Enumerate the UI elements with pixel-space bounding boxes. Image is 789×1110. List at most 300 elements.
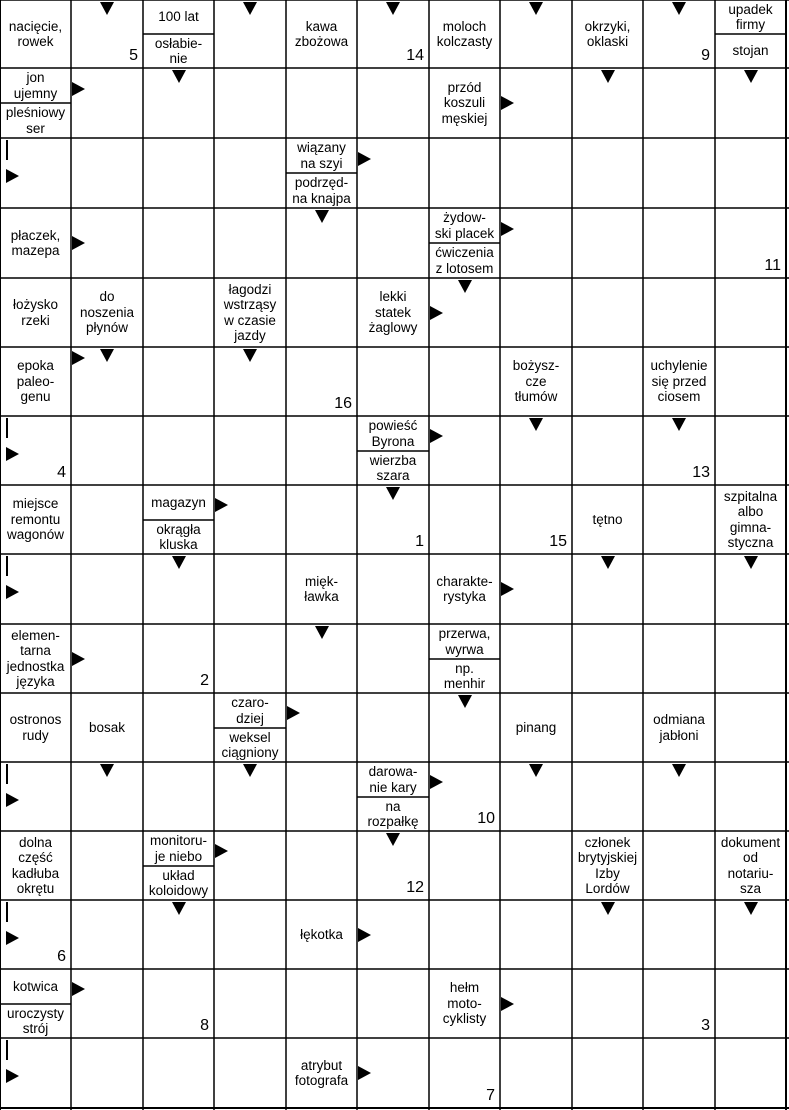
clue-text: nacięcie, (8, 18, 63, 34)
answer-cell[interactable] (71, 485, 143, 554)
answer-cell[interactable] (715, 969, 786, 1038)
cell-number: 14 (406, 47, 424, 64)
arrow-right-icon (430, 775, 443, 789)
arrow-down-icon (744, 70, 758, 83)
answer-cell[interactable] (143, 762, 214, 831)
clue-cell (214, 693, 286, 728)
clue-text: elemen- (11, 627, 60, 643)
cell-number: 12 (406, 879, 424, 896)
clue-text: jon (26, 70, 45, 85)
arrow-right-icon (6, 447, 19, 461)
clue-text: moto- (447, 995, 482, 1011)
clue-cell (143, 831, 214, 866)
corner-marker (6, 140, 8, 160)
answer-cell[interactable] (715, 762, 786, 831)
arrow-right-icon (430, 429, 443, 443)
answer-cell[interactable] (572, 693, 643, 762)
answer-cell[interactable] (71, 138, 143, 208)
clue-cell (357, 416, 429, 451)
clue-text: noszenia (79, 304, 135, 320)
arrow-down-icon (529, 418, 543, 431)
cell-number: 16 (334, 395, 352, 412)
answer-cell[interactable] (643, 624, 715, 693)
answer-cell[interactable] (357, 347, 429, 416)
clue-cell (357, 797, 429, 831)
clue-text: okrągła (156, 521, 201, 537)
clue-cell (715, 485, 786, 554)
clue-text: statek (374, 304, 412, 320)
answer-cell[interactable] (429, 138, 500, 208)
clue-text: ostronos (9, 712, 62, 727)
answer-cell[interactable] (214, 68, 286, 138)
clue-text: notariu- (727, 865, 774, 881)
clue-cell (286, 900, 357, 969)
clue-cell (0, 347, 71, 416)
answer-cell[interactable] (71, 969, 143, 1038)
arrow-down-icon (744, 902, 758, 915)
answer-cell[interactable] (572, 624, 643, 693)
clue-text: ćwiczenia (435, 245, 494, 260)
clue-cell (143, 485, 214, 520)
clue-text: menhir (443, 676, 486, 691)
clue-text: strój (22, 1021, 49, 1036)
cell-number: 3 (701, 1017, 710, 1034)
arrow-down-icon (243, 764, 257, 777)
clue-text: gimna- (729, 519, 772, 535)
arrow-right-icon (358, 152, 371, 166)
cell-number: 10 (477, 810, 495, 827)
clue-text: bosak (88, 719, 126, 735)
arrow-down-icon (672, 2, 686, 15)
clue-text: w czasie (224, 312, 276, 328)
clue-cell (429, 554, 500, 624)
clue-text: czaro- (231, 695, 269, 710)
answer-cell[interactable] (572, 416, 643, 485)
clue-cell (715, 0, 786, 34)
clue-text: rudy (22, 727, 49, 743)
clue-text: remontu (10, 511, 61, 527)
clue-cell (0, 1004, 71, 1038)
arrow-down-icon (458, 280, 472, 293)
clue-text: styczna (727, 535, 774, 550)
clue-text: Byrona (371, 433, 415, 449)
arrow-right-icon (501, 997, 514, 1011)
clue-cell (214, 278, 286, 347)
answer-cell[interactable] (286, 485, 357, 554)
answer-cell[interactable] (572, 208, 643, 278)
clue-cell (143, 520, 214, 554)
clue-text: tarna (20, 643, 51, 658)
clue-text: odmiana (653, 712, 705, 727)
clue-cell (429, 243, 500, 278)
answer-cell[interactable] (429, 485, 500, 554)
answer-cell[interactable] (143, 278, 214, 347)
clue-text: nie kary (369, 779, 417, 795)
clue-text: pinang (515, 719, 557, 735)
clue-text: koszuli (443, 95, 486, 111)
answer-cell[interactable] (214, 554, 286, 624)
arrow-right-icon (6, 793, 19, 807)
clue-text: firmy (735, 17, 766, 32)
answer-cell[interactable] (214, 1038, 286, 1108)
clue-text: Lordów (585, 881, 630, 896)
answer-cell[interactable] (429, 416, 500, 485)
answer-cell[interactable] (643, 208, 715, 278)
answer-cell[interactable] (572, 1038, 643, 1108)
clue-text: uroczysty (6, 1005, 64, 1021)
answer-cell[interactable] (643, 485, 715, 554)
clue-text: wyrwa (445, 641, 484, 657)
answer-cell[interactable] (643, 278, 715, 347)
arrow-right-icon (72, 82, 85, 96)
corner-marker (6, 418, 8, 438)
clue-text: szara (376, 468, 410, 483)
answer-cell[interactable] (643, 68, 715, 138)
arrow-right-icon (6, 585, 19, 599)
arrow-right-icon (501, 96, 514, 110)
answer-cell[interactable] (71, 831, 143, 900)
clue-text: kluska (159, 537, 198, 552)
clue-text: wiązany (297, 140, 346, 155)
corner-marker (6, 1040, 8, 1060)
clue-cell (286, 0, 357, 68)
answer-cell[interactable] (429, 900, 500, 969)
clue-text: kawa (305, 18, 338, 34)
clue-text: zbożowa (294, 34, 349, 49)
corner-marker (6, 764, 8, 784)
answer-cell[interactable] (643, 831, 715, 900)
clue-cell (429, 969, 500, 1038)
arrow-right-icon (215, 844, 228, 858)
clue-text: osłabie- (154, 35, 203, 51)
clue-text: łękotka (300, 926, 343, 942)
arrow-right-icon (6, 1069, 19, 1083)
arrow-down-icon (386, 833, 400, 846)
arrow-down-icon (172, 556, 186, 569)
clue-text: sza (739, 881, 761, 896)
arrow-down-icon (601, 902, 615, 915)
answer-cell[interactable] (286, 762, 357, 831)
arrow-down-icon (529, 2, 543, 15)
arrow-right-icon (72, 351, 85, 365)
clue-text: magazyn (151, 494, 206, 510)
cell-number: 8 (200, 1017, 209, 1034)
answer-cell[interactable] (643, 554, 715, 624)
answer-cell[interactable] (143, 208, 214, 278)
clue-text: weksel (229, 729, 271, 745)
answer-cell[interactable] (357, 554, 429, 624)
clue-text: lekki (379, 289, 407, 305)
answer-cell[interactable] (572, 969, 643, 1038)
clue-text: na (385, 798, 401, 814)
clue-text: np. (455, 660, 474, 676)
arrow-down-icon (243, 2, 257, 15)
clue-text: dokument (720, 834, 781, 850)
answer-cell[interactable] (715, 138, 786, 208)
answer-cell[interactable] (357, 969, 429, 1038)
arrow-down-icon (601, 70, 615, 83)
answer-cell[interactable] (429, 831, 500, 900)
answer-cell[interactable] (357, 138, 429, 208)
arrow-down-icon (386, 487, 400, 500)
clue-cell (0, 278, 71, 347)
arrow-down-icon (315, 210, 329, 223)
clue-text: cze (525, 373, 547, 389)
clue-text: koloidowy (148, 883, 209, 898)
answer-cell[interactable] (357, 693, 429, 762)
answer-cell[interactable] (357, 624, 429, 693)
clue-text: ciosem (657, 389, 701, 405)
clue-text: albo (737, 504, 764, 519)
clue-text: na knajpa (292, 190, 351, 206)
clue-cell (71, 278, 143, 347)
answer-cell[interactable] (71, 416, 143, 485)
answer-cell[interactable] (500, 208, 572, 278)
arrow-right-icon (215, 498, 228, 512)
clue-text: szpitalna (723, 488, 778, 504)
clue-text: bożysz- (512, 358, 560, 374)
clue-text: kolczasty (436, 34, 493, 49)
answer-cell[interactable] (286, 969, 357, 1038)
clue-text: od (742, 850, 759, 865)
clue-text: atrybut (300, 1057, 343, 1073)
arrow-right-icon (287, 706, 300, 720)
answer-cell[interactable] (71, 554, 143, 624)
clue-cell (0, 103, 71, 138)
clue-text: fotografa (294, 1073, 349, 1088)
arrow-right-icon (501, 222, 514, 236)
clue-text: jazdy (234, 328, 266, 343)
arrow-down-icon (386, 2, 400, 15)
clue-text: wagonów (6, 527, 65, 543)
clue-cell (572, 0, 643, 68)
clue-text: epoka (17, 358, 54, 374)
answer-cell[interactable] (429, 347, 500, 416)
arrow-down-icon (243, 349, 257, 362)
clue-cell (286, 1038, 357, 1108)
arrow-down-icon (672, 418, 686, 431)
clue-text: stojan (732, 43, 769, 59)
clue-text: mazepa (11, 243, 60, 258)
clue-text: hełm (449, 980, 480, 996)
clue-cell (0, 0, 71, 68)
clue-text: Izby (595, 865, 620, 881)
clue-cell (357, 278, 429, 347)
clue-text: oklaski (586, 34, 629, 49)
clue-text: upadek (728, 1, 773, 17)
clue-text: kotwica (12, 978, 58, 994)
answer-cell[interactable] (715, 693, 786, 762)
clue-text: układ (162, 867, 195, 883)
answer-cell[interactable] (143, 693, 214, 762)
clue-text: na szyi (300, 155, 343, 171)
answer-cell[interactable] (357, 208, 429, 278)
answer-cell[interactable] (643, 138, 715, 208)
answer-cell[interactable] (143, 347, 214, 416)
clue-cell (143, 0, 214, 34)
clue-text: wierzba (369, 452, 417, 468)
answer-cell[interactable] (214, 969, 286, 1038)
arrow-down-icon (172, 70, 186, 83)
clue-text: przód (447, 79, 482, 95)
clue-text: łagodzi (228, 281, 272, 297)
answer-cell[interactable] (500, 831, 572, 900)
clue-text: rystyka (443, 589, 486, 604)
clue-cell (286, 173, 357, 208)
clue-text: tłumów (514, 389, 558, 405)
arrow-right-icon (358, 928, 371, 942)
arrow-down-icon (458, 695, 472, 708)
clue-text: brytyjskiej (577, 850, 638, 865)
clue-cell (429, 0, 500, 68)
clue-cell (429, 208, 500, 243)
answer-cell[interactable] (71, 68, 143, 138)
clue-cell (500, 347, 572, 416)
arrow-down-icon (100, 764, 114, 777)
answer-cell[interactable] (214, 624, 286, 693)
answer-cell[interactable] (286, 68, 357, 138)
arrow-right-icon (6, 169, 19, 183)
arrow-right-icon (358, 1066, 371, 1080)
answer-cell[interactable] (500, 624, 572, 693)
arrow-down-icon (100, 349, 114, 362)
clue-cell (429, 68, 500, 138)
clue-cell (357, 451, 429, 485)
clue-text: okrętu (16, 881, 55, 896)
clue-text: rzeki (21, 312, 50, 328)
clue-text: charakte- (436, 573, 493, 589)
clue-text: okrzyki, (584, 18, 631, 34)
clue-text: płynów (85, 320, 129, 336)
arrow-down-icon (172, 902, 186, 915)
answer-cell[interactable] (500, 1038, 572, 1108)
cell-number: 5 (129, 47, 138, 64)
clue-text: języka (16, 674, 55, 689)
answer-cell[interactable] (500, 278, 572, 347)
arrow-down-icon (601, 556, 615, 569)
clue-text: część (18, 850, 53, 865)
arrow-right-icon (6, 931, 19, 945)
clue-text: łożysko (12, 297, 58, 312)
answer-cell[interactable] (214, 831, 286, 900)
clue-cell (286, 554, 357, 624)
clue-text: z lotosem (435, 260, 494, 276)
clue-cell (429, 659, 500, 693)
answer-cell[interactable] (143, 138, 214, 208)
clue-text: się przed (651, 373, 707, 389)
answer-cell[interactable] (643, 1038, 715, 1108)
corner-marker (6, 556, 8, 576)
answer-cell[interactable] (286, 693, 357, 762)
answer-cell[interactable] (572, 138, 643, 208)
clue-cell (715, 831, 786, 900)
answer-cell[interactable] (214, 138, 286, 208)
clue-text: męskiej (441, 110, 488, 126)
clue-cell (0, 68, 71, 103)
clue-text: moloch (442, 18, 487, 34)
arrow-down-icon (315, 626, 329, 639)
answer-cell[interactable] (715, 347, 786, 416)
answer-cell[interactable] (143, 1038, 214, 1108)
answer-cell[interactable] (143, 416, 214, 485)
corner-marker (6, 902, 8, 922)
answer-cell[interactable] (286, 831, 357, 900)
clue-text: wstrząsy (223, 297, 277, 312)
clue-cell (0, 969, 71, 1004)
clue-cell (143, 34, 214, 68)
arrow-down-icon (529, 764, 543, 777)
answer-cell[interactable] (71, 900, 143, 969)
answer-cell[interactable] (214, 208, 286, 278)
answer-cell[interactable] (572, 347, 643, 416)
clue-text: dolna (18, 834, 53, 850)
cell-number: 7 (486, 1087, 495, 1104)
answer-cell[interactable] (572, 278, 643, 347)
answer-cell[interactable] (71, 1038, 143, 1108)
clue-text: ławka (304, 589, 339, 604)
clue-cell (0, 485, 71, 554)
arrow-right-icon (501, 582, 514, 596)
arrow-down-icon (100, 2, 114, 15)
clue-text: darowa- (368, 764, 418, 779)
clue-text: paleo- (16, 373, 55, 389)
clue-text: członek (584, 834, 631, 850)
answer-cell[interactable] (214, 900, 286, 969)
answer-cell[interactable] (214, 485, 286, 554)
arrow-right-icon (72, 652, 85, 666)
clue-text: monitoru- (149, 833, 208, 848)
arrow-right-icon (72, 982, 85, 996)
arrow-down-icon (672, 764, 686, 777)
answer-cell[interactable] (214, 416, 286, 485)
answer-cell[interactable] (643, 900, 715, 969)
answer-cell[interactable] (500, 138, 572, 208)
clue-cell (0, 693, 71, 762)
clue-cell (572, 831, 643, 900)
clue-text: ujemny (13, 85, 58, 101)
clue-cell (0, 208, 71, 278)
answer-cell[interactable] (715, 1038, 786, 1108)
clue-text: mięk- (305, 573, 338, 589)
clue-cell (500, 693, 572, 762)
clue-text: jabłoni (659, 727, 699, 743)
clue-cell (0, 624, 71, 693)
clue-cell (357, 762, 429, 797)
clue-text: podrzęd- (294, 175, 349, 190)
answer-cell[interactable] (572, 762, 643, 831)
clue-text: kadłuba (11, 865, 60, 881)
cell-number: 11 (764, 257, 781, 274)
answer-cell[interactable] (500, 900, 572, 969)
answer-cell[interactable] (715, 416, 786, 485)
clue-cell (286, 138, 357, 173)
cell-number: 13 (692, 464, 710, 481)
cell-number: 9 (701, 47, 710, 64)
clue-cell (214, 728, 286, 762)
answer-cell[interactable] (357, 68, 429, 138)
answer-cell[interactable] (286, 278, 357, 347)
cell-number: 1 (415, 533, 424, 550)
clue-cell (643, 693, 715, 762)
answer-cell[interactable] (715, 624, 786, 693)
clue-text: pleśniowy (5, 105, 66, 120)
clue-text: rozpałkę (367, 814, 419, 829)
answer-cell[interactable] (286, 416, 357, 485)
clue-text: uchylenie (650, 358, 708, 374)
answer-cell[interactable] (715, 278, 786, 347)
arrow-down-icon (744, 556, 758, 569)
cell-number: 4 (57, 464, 66, 481)
